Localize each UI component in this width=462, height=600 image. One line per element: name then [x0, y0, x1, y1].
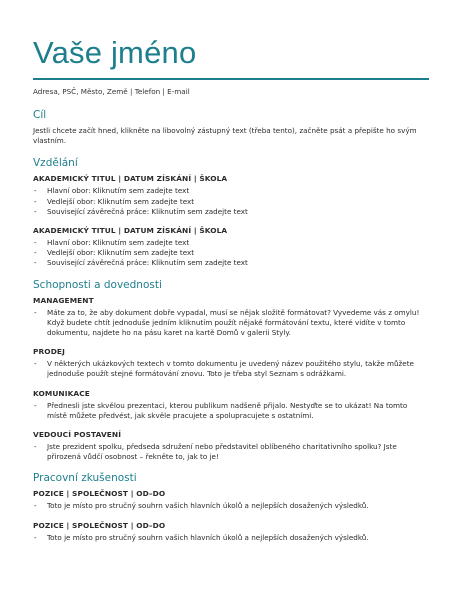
- education-entries: [33, 174, 422, 268]
- list-item: [33, 308, 422, 339]
- bullet-dash-icon: -: [34, 307, 37, 317]
- entry-title[interactable]: KOMUNIKACE: [33, 388, 90, 398]
- list-item-text[interactable]: Přednesli jste skvělou prezentaci, kterou publikum nadšeně přijalo. Nestyďte se to ukázat! Na tomto místě můžete předvést, jak skvěle pracujete a spolupracujete s ostatními.: [47, 400, 408, 420]
- bullet-dash-icon: -: [34, 501, 37, 511]
- entry-block: [33, 347, 422, 379]
- bullet-dash-icon: -: [34, 359, 37, 369]
- entry-block: [33, 296, 422, 339]
- list-item-text[interactable]: V některých ukázkových textech v tomto dokumentu je uvedený název použitého stylu, takže můžete jednoduše použít stejné formátování znovu. Toto je třeba styl Seznam s odrážkami.: [47, 359, 414, 379]
- entry-title[interactable]: MANAGEMENT: [33, 295, 94, 305]
- experience-heading: Pracovní zkušenosti: [33, 472, 137, 485]
- list-item-text[interactable]: Toto je místo pro stručný souhrn vašich hlavních úkolů a nejlepších dosažených výsledků.: [47, 532, 369, 542]
- list-item: [33, 442, 422, 462]
- list-item-text[interactable]: Vedlejší obor: Kliknutím sem zadejte text: [47, 196, 195, 206]
- list-item: [33, 533, 422, 543]
- list-item: [33, 207, 422, 217]
- bullet-list: [33, 401, 422, 421]
- list-item: [33, 258, 422, 268]
- list-item-text[interactable]: Související závěrečná práce: Kliknutím sem zadejte text: [47, 206, 248, 216]
- bullet-list: [33, 442, 422, 462]
- list-item-text[interactable]: Jste prezident spolku, předseda sdružení nebo představitel oblíbeného charitativního spolku? Jste přirozená vůdčí osobnost – řekněte to, jak to je!: [47, 442, 397, 462]
- entry-title[interactable]: AKADEMICKÝ TITUL | DATUM ZÍSKÁNÍ | ŠKOLA: [33, 174, 228, 184]
- bullet-list: [33, 533, 422, 543]
- bullet-dash-icon: -: [34, 206, 37, 216]
- list-item-text[interactable]: Vedlejší obor: Kliknutím sem zadejte text: [47, 248, 195, 258]
- entry-title[interactable]: PRODEJ: [33, 347, 65, 357]
- name-title[interactable]: Vaše jméno: [33, 35, 197, 70]
- entry-block: [33, 521, 422, 543]
- entry-block: [33, 489, 422, 511]
- entry-title[interactable]: AKADEMICKÝ TITUL | DATUM ZÍSKÁNÍ | ŠKOLA: [33, 226, 228, 236]
- list-item-text[interactable]: Hlavní obor: Kliknutím sem zadejte text: [47, 238, 190, 248]
- list-item: [33, 248, 422, 258]
- bullet-list: [33, 359, 422, 379]
- list-item-text[interactable]: Hlavní obor: Kliknutím sem zadejte text: [47, 186, 190, 196]
- entry-title[interactable]: POZICE | SPOLEČNOST | OD–DO: [33, 520, 166, 530]
- bullet-dash-icon: -: [34, 238, 37, 248]
- bullet-list: [33, 308, 422, 339]
- entry-block: [33, 226, 422, 269]
- list-item-text[interactable]: Máte za to, že aby dokument dobře vypadal, musí se nějak složitě formátovat? Vyvedeme vás z omylu! Když budete chtít jednoduše jedním kliknutím použít nějaké formátování textu, které vidíte v tomto dokumentu, najdete ho na pásu karet na kartě Domů v galerii Styly.: [47, 307, 420, 338]
- list-item: [33, 359, 422, 379]
- bullet-dash-icon: -: [34, 186, 37, 196]
- bullet-dash-icon: -: [34, 196, 37, 206]
- bullet-dash-icon: -: [34, 248, 37, 258]
- header-divider: [33, 78, 429, 80]
- list-item: [33, 501, 422, 511]
- bullet-list: [33, 501, 422, 511]
- bullet-list: [33, 238, 422, 269]
- objective-text[interactable]: Jestli chcete začít hned, klikněte na libovolný zástupný text (třeba tento), začněte psát a přepište ho svým vlastním.: [33, 126, 417, 146]
- skills-heading: Schopnosti a dovednosti: [33, 278, 162, 291]
- entry-title[interactable]: POZICE | SPOLEČNOST | OD–DO: [33, 489, 166, 499]
- list-item: [33, 186, 422, 196]
- entry-block: [33, 389, 422, 421]
- list-item: [33, 197, 422, 207]
- bullet-dash-icon: -: [34, 442, 37, 452]
- contact-line[interactable]: Adresa, PSČ, Město, Země | Telefon | E-mail: [33, 87, 190, 96]
- list-item-text[interactable]: Toto je místo pro stručný souhrn vašich hlavních úkolů a nejlepších dosažených výsledků.: [47, 501, 369, 511]
- bullet-dash-icon: -: [34, 400, 37, 410]
- entry-title[interactable]: VEDOUCÍ POSTAVENÍ: [33, 430, 122, 440]
- bullet-dash-icon: -: [34, 532, 37, 542]
- skills-entries: [33, 296, 422, 463]
- entry-block: [33, 430, 422, 462]
- entry-block: [33, 174, 422, 217]
- bullet-dash-icon: -: [34, 258, 37, 268]
- education-heading: Vzdělání: [33, 157, 78, 170]
- list-item-text[interactable]: Související závěrečná práce: Kliknutím sem zadejte text: [47, 258, 248, 268]
- list-item: [33, 401, 422, 421]
- objective-heading: Cíl: [33, 109, 47, 121]
- bullet-list: [33, 186, 422, 217]
- list-item: [33, 238, 422, 248]
- experience-entries: [33, 489, 422, 542]
